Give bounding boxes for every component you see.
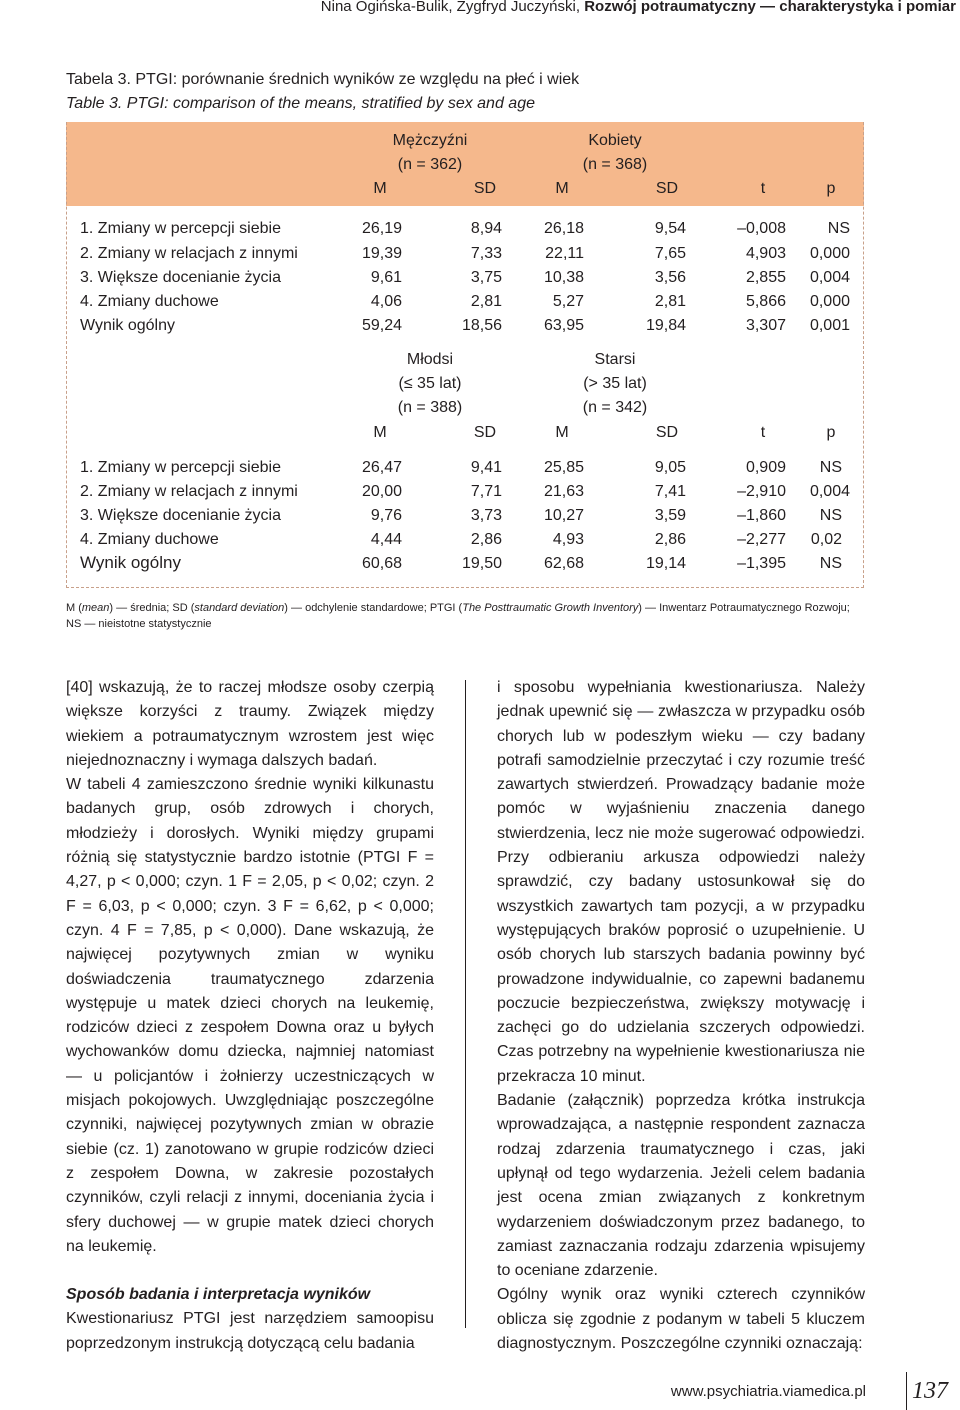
row-label: Wynik ogólny [80,553,181,572]
t2-group1-label: Młodsi [406,351,454,368]
cell-m1: 59,24 [361,317,402,334]
cell-t: 0,909 [745,459,786,476]
t2-col-sd2: SD [655,424,679,441]
t1-group1-label: Mężczyźni [392,132,468,149]
table-footnote [66,600,866,632]
cell-sd1: 2,86 [470,531,502,548]
cell-m1: 9,76 [370,507,402,524]
column-divider [465,680,466,1328]
cell-t: 2,855 [745,269,786,286]
cell-sd2: 7,41 [654,483,686,500]
cell-t: –2,910 [737,483,786,500]
section-heading: Sposób badania i interpretacja wyników [66,1286,371,1304]
cell-m1: 20,00 [361,483,402,500]
t2-group1-age: (≤ 35 lat) [398,375,462,392]
footnote-part-c: ) — odchylenie standardowe; PTGI ( [284,602,463,614]
cell-m1: 4,06 [370,293,402,310]
paragraph: Badanie (załącznik) poprzedza krótka instrukcja wprowadzająca, a następnie respondent zaznacza rodzaj zdarzenia traumatycznego i czas, jaki upłynął od tego wydarzenia. Jeżeli celem badania jest ocena zmian związanych z konkretnym wydarzeniem doświadczonym przez badanego, to zamiast zaznaczania rodzaju zdarzenia wpisujemy to oceniane zdarzenie. [497,1092,865,1280]
cell-sd1: 2,81 [470,293,502,310]
cell-m1: 26,47 [361,459,402,476]
cell-sd2: 3,56 [654,269,686,286]
body-column-left [66,676,434,1356]
t2-col-sd1: SD [473,424,497,441]
cell-sd2: 19,14 [645,555,686,572]
t1-col-m2: M [555,180,569,197]
footnote-part-a: M ( [66,602,82,614]
paragraph: i sposobu wypełniania kwestionariusza. Należy jednak upewnić się — zwłaszcza w przypadku osób chorych lub w podeszłym wieku — czy badany potrafi samodzielnie przeczytać i czy rozumie treść zawartych stwierdzeń. Prowadzący badanie może pomóc w wyjaśnieniu znaczenia danego stwierdzenia, lecz nie może sugerować odpowiedzi. Przy odbieraniu arkusza odpowiedzi należy sprawdzić, czy badany ustosunkował się do wszystkich zawartych tam pozycji, a w przypadku występujących braków poprosić o uzupełnienie. U osób chorych lub starszych badania powinny być prowadzone indywidualnie, co zapewni badanemu poczucie bezpieczeństwa, zwiększy motywację i zachęci go do udzielania szczerych odpowiedzi. Czas potrzebny na wypełnienie kwestionariusza nie przekracza 10 minut. [497,679,865,1085]
cell-sd2: 2,86 [654,531,686,548]
cell-p: 0,004 [809,483,850,500]
cell-m1: 19,39 [361,245,402,262]
cell-sd1: 3,75 [470,269,502,286]
t2-group2-age: (> 35 lat) [583,375,647,392]
footnote-part-d: ) — Inwentarz Potraumatycznego Rozwoju; NS — nieistotne statystycznie [66,602,850,630]
paragraph: W tabeli 4 zamieszczono średnie wyniki kilkunastu badanych grup, osób zdrowych i chorych, młodzieży i dorosłych. Wyniki między grupami różnią się statystycznie bardzo istotnie (PTGI F = 4,27, p < 0,000; czyn. 1 F = 2,05, p < 0,02; czyn. 2 F = 6,03, p < 0,000; czyn. 3 F = 6,62, p < 0,000; czyn. 4 F = 7,85, p < 0,000). Dane wskazują, że najwięcej pozytywnych zmian w wyniku doświadczenia traumatycznego zdarzenia występuje u matek dzieci chorych na leukemię, rodziców dzieci z zespołem Downa oraz u byłych wychowanków domu dziecka, najmniej natomiast — u policjantów i żołnierzy uczestniczących w misjach pokojowych. Uwzględniając poszczególne czynniki, najwięcej pozytywnych zmian w obrazie siebie (cz. 1) zanotowano w grupie rodziców dzieci z zespołem Downa, w zakresie pozostałych czynników, czyli relacji z innymi, doceniania życia i sfery duchowej — w grupie matek dzieci chorych na leukemię. [66,776,434,1255]
row-label: 1. Zmiany w percepcji siebie [80,220,281,237]
t2-col-m2: M [555,424,569,441]
row-label: 4. Zmiany duchowe [80,293,219,310]
footnote-part-b-italic: standard deviation [194,602,285,614]
cell-t: –0,008 [737,220,786,237]
header-title: Rozwój potraumatyczny — charakterystyka i pomiar [584,0,956,15]
t2-group2-label: Starsi [594,351,636,368]
cell-m1: 26,19 [361,220,402,237]
row-label: 3. Większe docenianie życia [80,269,281,286]
t1-group1-n: (n = 362) [397,156,463,173]
cell-sd2: 3,59 [654,507,686,524]
cell-sd1: 9,41 [470,459,502,476]
cell-sd1: 18,56 [461,317,502,334]
table-caption-pl: Tabela 3. PTGI: porównanie średnich wyników ze względu na płeć i wiek [66,71,580,88]
t2-col-p: p [826,424,836,441]
table-caption-en: Table 3. PTGI: comparison of the means, stratified by sex and age [66,95,535,112]
footnote-part-a-italic: mean [81,602,110,614]
cell-t: –2,277 [737,531,786,548]
cell-sd1: 19,50 [461,555,502,572]
page-number: 137 [912,1378,948,1404]
cell-t: –1,395 [737,555,786,572]
t1-col-m1: M [373,180,387,197]
cell-t: 4,903 [745,245,786,262]
journal-url: www.psychiatria.viamedica.pl [670,1383,866,1400]
cell-m2: 21,63 [543,483,584,500]
cell-p: NS [819,507,842,524]
cell-sd1: 7,33 [470,245,502,262]
row-label: 2. Zmiany w relacjach z innymi [80,245,298,262]
cell-p: 0,004 [809,269,850,286]
row-label: 4. Zmiany duchowe [80,531,219,548]
cell-sd2: 9,05 [654,459,686,476]
cell-m1: 60,68 [361,555,402,572]
paragraph: Ogólny wynik oraz wyniki czterech czynników oblicza się zgodnie z podanym w tabeli 5 kluczem diagnostycznym. Poszczególne czynniki oznaczają: [497,1286,865,1353]
t1-col-t: t [760,180,766,197]
header-authors: Nina Ogińska-Bulik, Zygfryd Juczyński, [320,0,585,15]
cell-sd1: 3,73 [470,507,502,524]
footnote-part-b: ) — średnia; SD ( [109,602,195,614]
t2-group2-n: (n = 342) [582,399,648,416]
cell-m2: 10,38 [543,269,584,286]
cell-sd2: 9,54 [654,220,686,237]
cell-sd2: 19,84 [645,317,686,334]
cell-m2: 62,68 [543,555,584,572]
cell-m2: 5,27 [552,293,584,310]
t2-group1-n: (n = 388) [397,399,463,416]
t1-group2-label: Kobiety [588,132,642,149]
t2-col-t: t [760,424,766,441]
cell-t: 3,307 [745,317,786,334]
paragraph: [40] wskazują, że to raczej młodsze osoby czerpią większe korzyści z traumy. Związek między wiekiem a potraumatycznym wzrostem jest więc niejednoznaczny i wymaga dalszych badań. [66,679,434,769]
cell-m2: 4,93 [552,531,584,548]
row-label: 1. Zmiany w percepcji siebie [80,459,281,476]
row-label: 2. Zmiany w relacjach z innymi [80,483,298,500]
cell-p: NS [827,220,850,237]
cell-p: 0,000 [809,245,850,262]
cell-sd2: 2,81 [654,293,686,310]
cell-m2: 26,18 [543,220,584,237]
paragraph: Kwestionariusz PTGI jest narzędziem samoopisu poprzedzonym instrukcją dotyczącą celu badania [66,1310,434,1352]
row-label: 3. Większe docenianie życia [80,507,281,524]
cell-m2: 63,95 [543,317,584,334]
cell-p: 0,000 [809,293,850,310]
body-column-right [497,676,865,1356]
cell-m1: 4,44 [370,531,402,548]
cell-p: NS [819,555,842,572]
running-header [0,0,960,28]
t1-col-sd2: SD [655,180,679,197]
t1-group2-n: (n = 368) [582,156,648,173]
t1-col-sd1: SD [473,180,497,197]
cell-sd1: 7,71 [470,483,502,500]
cell-sd1: 8,94 [470,220,502,237]
cell-m2: 10,27 [543,507,584,524]
footer-divider [906,1372,907,1410]
cell-sd2: 7,65 [654,245,686,262]
cell-p: NS [819,459,842,476]
cell-t: –1,860 [737,507,786,524]
t1-col-p: p [826,180,836,197]
cell-m2: 25,85 [543,459,584,476]
row-label: Wynik ogólny [80,317,176,334]
cell-m1: 9,61 [370,269,402,286]
cell-p: 0,001 [809,317,850,334]
cell-p: 0,02 [810,531,842,548]
t2-col-m1: M [373,424,387,441]
cell-t: 5,866 [745,293,786,310]
footnote-part-c-italic: The Posttraumatic Growth Inventory [462,602,639,614]
cell-m2: 22,11 [545,245,584,262]
